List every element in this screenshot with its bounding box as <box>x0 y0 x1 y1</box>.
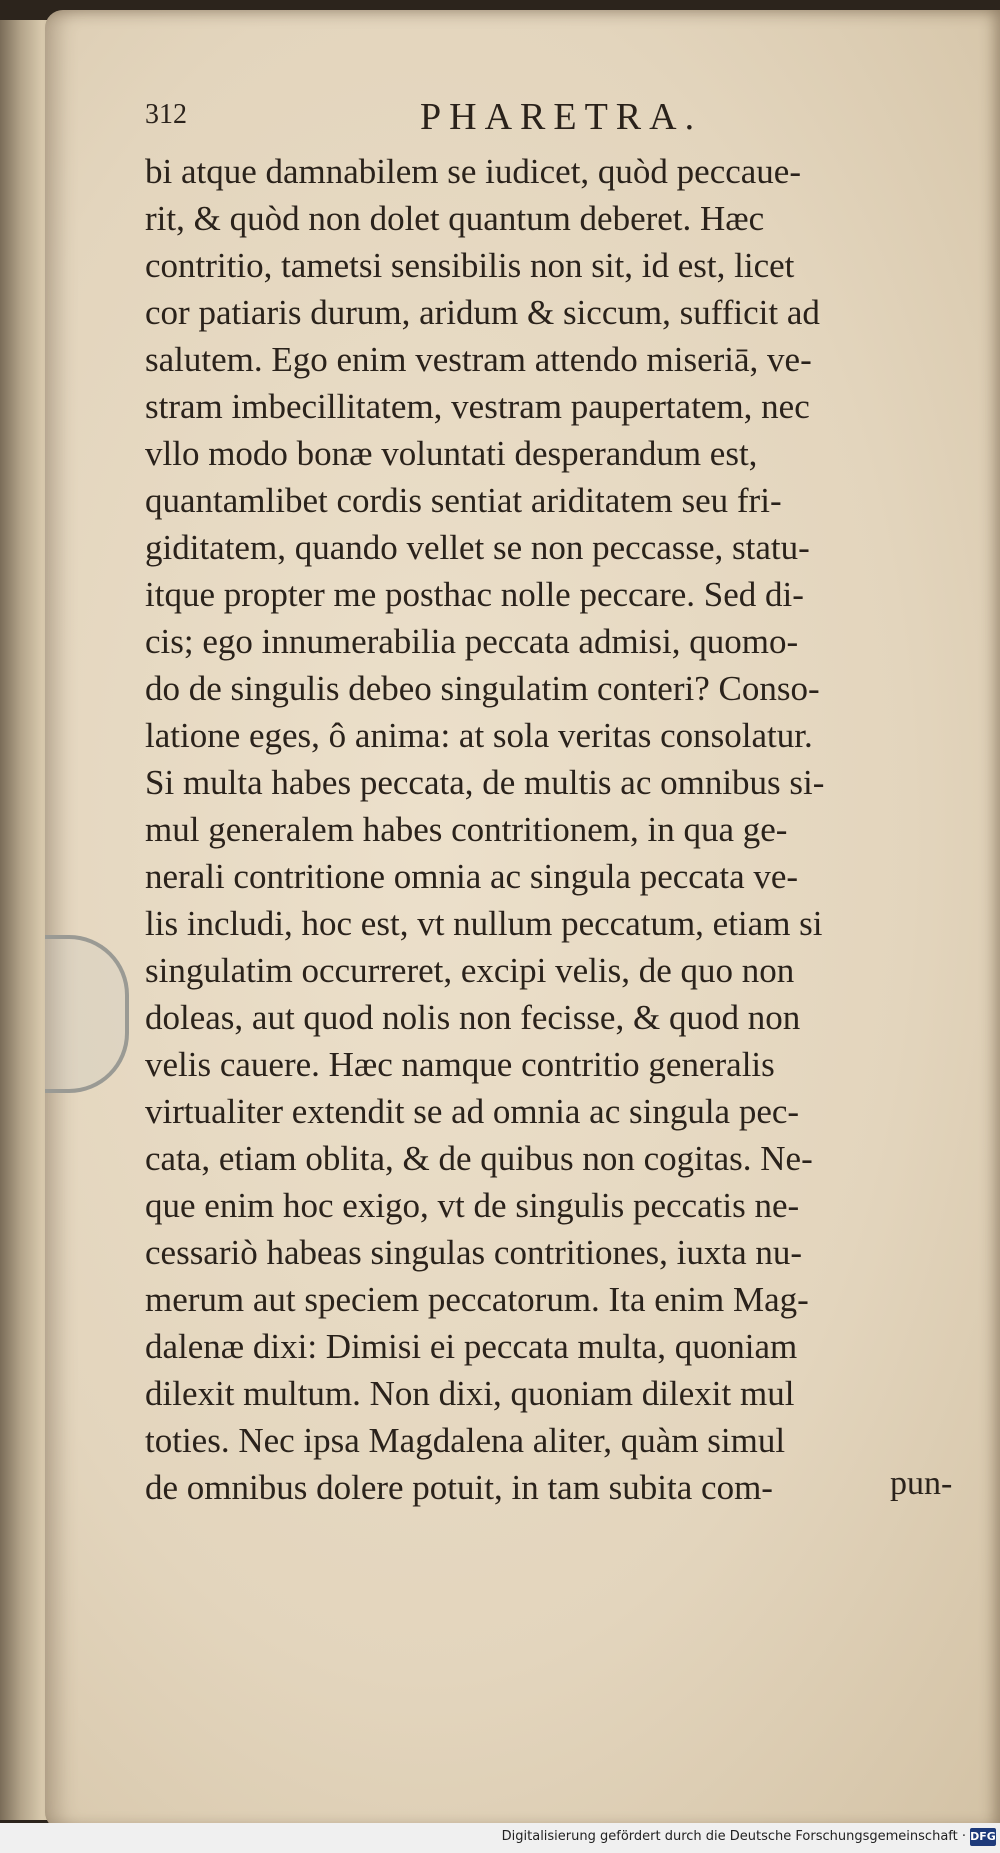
funding-credit: Digitalisierung gefördert durch die Deutsche Forschungsgemeinschaft · <box>501 1829 966 1844</box>
text-line: virtualiter extendit se ad omnia ac singula pec- <box>145 1092 800 1131</box>
text-line: merum aut speciem peccatorum. Ita enim Mag- <box>145 1280 809 1319</box>
text-line: quantamlibet cordis sentiat ariditatem seu fri- <box>145 481 782 520</box>
text-line: que enim hoc exigo, vt de singulis peccatis ne- <box>145 1186 800 1225</box>
page-header <box>145 95 915 139</box>
text-line: de omnibus dolere potuit, in tam subita com- <box>145 1468 773 1507</box>
dfg-logo: DFG <box>970 1828 996 1846</box>
text-line: toties. Nec ipsa Magdalena aliter, quàm simul <box>145 1421 786 1460</box>
text-line: giditatem, quando vellet se non peccasse, statu- <box>145 528 810 567</box>
text-line: rit, & quòd non dolet quantum deberet. Hæc <box>145 199 765 238</box>
footer-bar <box>0 1823 1000 1853</box>
text-line: cata, etiam oblita, & de quibus non cogitas. Ne- <box>145 1139 813 1178</box>
running-head: PHARETRA. <box>420 96 703 138</box>
text-line: cessariò habeas singulas contritiones, iuxta nu- <box>145 1233 803 1272</box>
text-line: cor patiaris durum, aridum & siccum, sufficit ad <box>145 293 820 332</box>
text-line: dilexit multum. Non dixi, quoniam dilexit mul <box>145 1374 795 1413</box>
text-line: doleas, aut quod nolis non fecisse, & quod non <box>145 998 801 1037</box>
text-line: vllo modo bonæ voluntati desperandum est, <box>145 434 758 473</box>
text-line: singulatim occurreret, excipi velis, de quo non <box>145 951 795 990</box>
text-line: lis includi, hoc est, vt nullum peccatum, etiam si <box>145 904 823 943</box>
text-line: contritio, tametsi sensibilis non sit, id est, licet <box>145 246 795 285</box>
body-text <box>145 148 965 1511</box>
text-line: itque propter me posthac nolle peccare. Sed di- <box>145 575 804 614</box>
page-number: 312 <box>145 99 187 130</box>
text-line: latione eges, ô anima: at sola veritas consolatur. <box>145 716 813 755</box>
text-line: velis cauere. Hæc namque contritio generalis <box>145 1045 775 1084</box>
text-line: stram imbecillitatem, vestram paupertatem, nec <box>145 387 810 426</box>
catchword: pun- <box>890 1465 953 1502</box>
text-line: dalenæ dixi: Dimisi ei peccata multa, quoniam <box>145 1327 798 1366</box>
text-line: bi atque damnabilem se iudicet, quòd peccaue- <box>145 152 801 191</box>
text-line: Si multa habes peccata, de multis ac omnibus si- <box>145 763 825 802</box>
text-line: nerali contritione omnia ac singula peccata ve- <box>145 857 799 896</box>
text-line: cis; ego innumerabilia peccata admisi, quomo- <box>145 622 799 661</box>
text-line: mul generalem habes contritionem, in qua ge- <box>145 810 788 849</box>
page-clip <box>45 935 129 1093</box>
text-line: do de singulis debeo singulatim conteri? Conso- <box>145 669 820 708</box>
text-line: salutem. Ego enim vestram attendo miseriā, ve- <box>145 340 812 379</box>
